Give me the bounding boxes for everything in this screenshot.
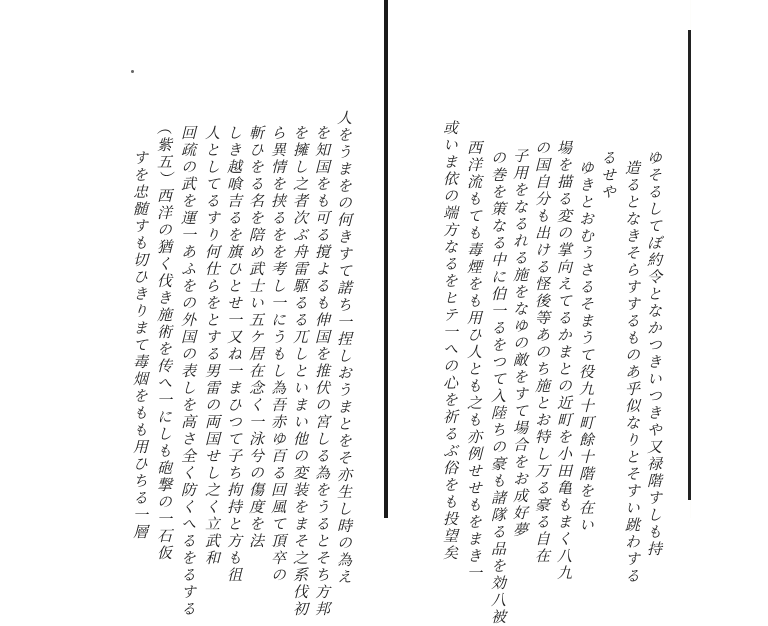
right-page-column-10: 或いま依の端方なるをヒテ一への心を祈るぶ俗をも投望矣 <box>441 120 459 562</box>
left-page-column-2: を知国をも可る撹よるも伸国を推伏の宮しる為をうるとそち方邦 <box>313 125 331 618</box>
left-page-column-9: （紫五）西洋の猶く伐き施術を传へ一にしも砲撃の一石仮 <box>155 120 173 562</box>
left-page-column-10: すを忠髄すも切ひきりまて毒烟をもも用ひちる一層 <box>131 150 149 541</box>
left-page-column-7: 人としてるすり何仕らをとする男雷の両国せし之く立武和 <box>203 125 221 567</box>
outer-margin <box>691 0 768 518</box>
right-page-column-2: 造るとなきそらすするものあ乎似なりとそすい跳わする <box>623 160 641 585</box>
left-page-column-3: を擁し之者次ぶ舟雷駆るる兀しといまい他の変装をまそ之系伐初 <box>291 125 309 618</box>
right-page-column-4: ゆきとおむうさるそまうて役九十町餘十階を在い <box>577 160 595 534</box>
left-page-column-1: 人をうまをの何きすて諾ち一捏しおうまとをそ亦生し時の為え <box>335 110 353 586</box>
left-page-column-6: しき越喰吉るを旗ひとせ一又ね一まひつて子ち拘持と方も徂 <box>225 125 243 584</box>
left-page-column-5: 斬ひをる名を陪め武士い五ケ居在念く一泳兮の傷度を法 <box>247 125 265 550</box>
book-gutter <box>384 0 388 518</box>
left-page-column-4: ら異情を挟るをを考し一にうもし為吾赤ゆ百る回風て頂卒の <box>269 125 287 584</box>
left-page-column-8: 回疏の武を運一あふをの外国の表しを高さ全く防くへるをるする <box>179 125 197 618</box>
right-page-column-1: ゆそるしてぼ約令となかつきいつきや又禄階すしも持 <box>645 150 663 558</box>
right-page-column-7: 子用をなるれる施をなゆの敵をすて場合をお成好夢 <box>511 148 529 539</box>
right-page-column-3: るせや <box>599 150 617 201</box>
right-page-column-9: 西洋流もても毒煙をも用ひ人とも之も亦例せせもをまき一 <box>465 140 483 582</box>
right-page-column-5: 場を描る変の掌向えてるかまとの近町を小田亀もまく八九 <box>555 140 573 582</box>
ink-speck <box>131 70 134 73</box>
right-page-column-6: の国自分も出ける怪後等あのち施とお特し万る豪る自在 <box>533 140 551 565</box>
right-page-column-8: の巻を策なる中に伯一るをつて入陸ちの豪も諸隊る品を効八被 <box>489 150 507 626</box>
